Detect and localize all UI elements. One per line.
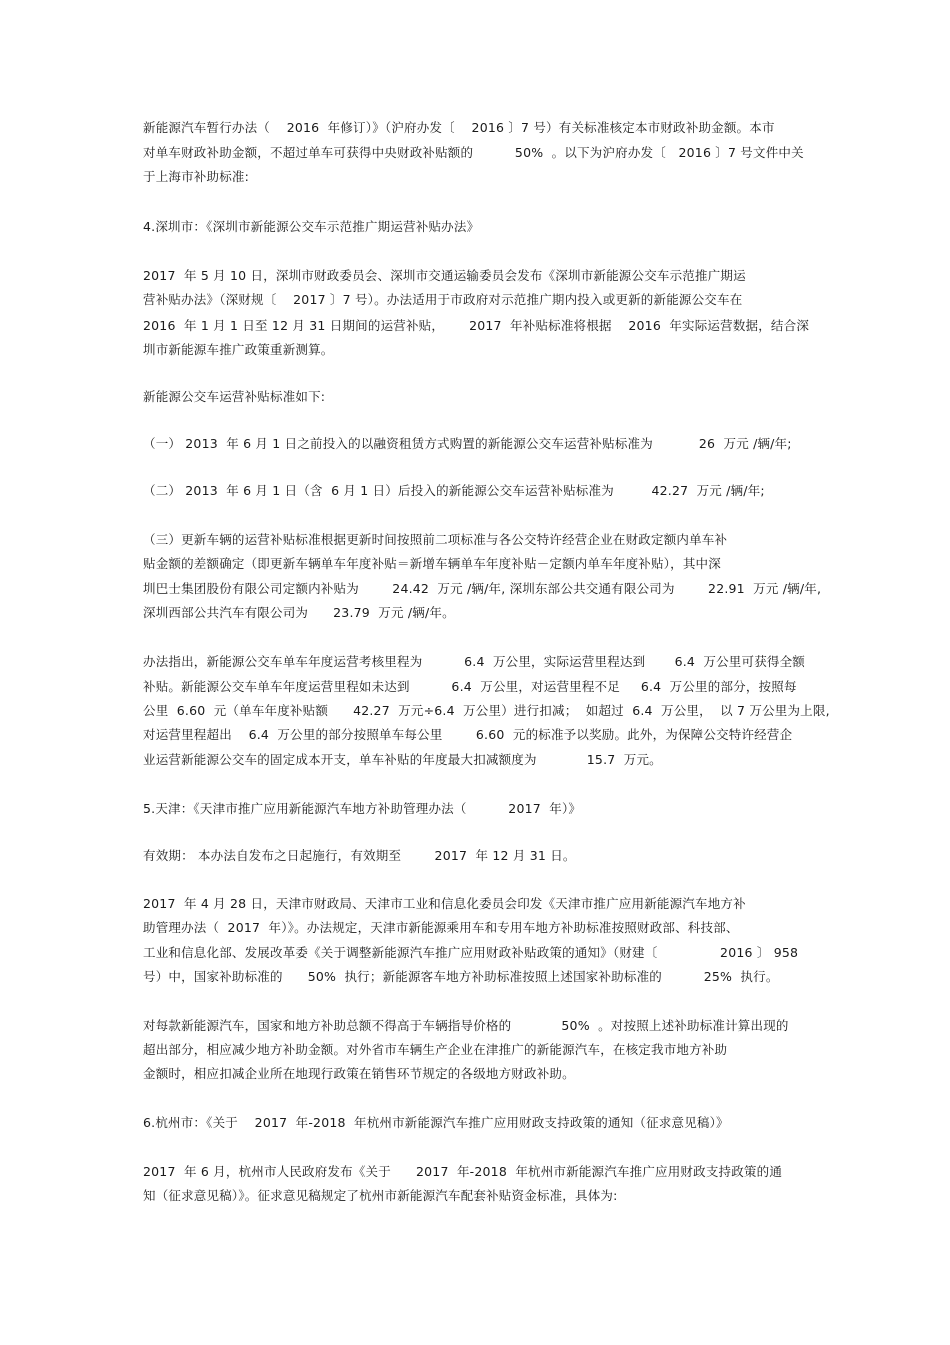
para-text-line: 对运营里程超出 6.4 万公里的部分按照单车每公里 6.60 元的标准予以奖励。此外，为保障公交特许经营企 <box>143 727 793 742</box>
para-text-line: 2017 年 6 月，杭州市人民政府发布《关于 2017 年-2018 年杭州市新能源汽车推广应用财政支持政策的通 <box>143 1164 783 1179</box>
para-text-line: 深圳西部公共汽车有限公司为 23.79 万元 /辆/年。 <box>143 605 455 620</box>
para-text-line: 补贴。新能源公交车单车年度运营里程如未达到 6.4 万公里，对运营里程不足 6.4 万公里的部分，按照每 <box>143 679 797 694</box>
para-text-line: 号）中，国家补助标准的 50% 执行；新能源客车地方补助标准按照上述国家补助标准的 25% 执行。 <box>143 969 779 984</box>
para-text-line: 办法指出，新能源公交车单车年度运营考核里程为 6.4 万公里，实际运营里程达到 6.4 万公里可获得全额 <box>143 654 806 669</box>
para-text-line: 助管理办法（ 2017 年）》。办法规定，天津市新能源乘用车和专用车地方补助标准按照财政部、科技部、 <box>143 920 739 935</box>
para-text-line: 知（征求意见稿）》。征求意见稿规定了杭州市新能源汽车配套补贴资金标准，具体为: <box>143 1188 618 1203</box>
list-item: （二） 2013 年 6 月 1 日（含 6 月 1 日）后投入的新能源公交车运营补贴标准为 42.27 万元 /辆/年; <box>143 483 765 498</box>
para-text-line: 对单车财政补助金额，不超过单车可获得中央财政补贴额的 50% 。以下为沪府办发〔 2016 〕7 号文件中关 <box>143 145 804 160</box>
para-text-line: 有效期： 本办法自发布之日起施行，有效期至 2017 年 12 月 31 日。 <box>143 848 576 863</box>
para-text-line: 于上海市补助标准: <box>143 169 250 184</box>
para-text-line: 业运营新能源公交车的固定成本开支，单车补贴的年度最大扣减额度为 15.7 万元。 <box>143 752 662 767</box>
para-text-line: 2016 年 1 月 1 日至 12 月 31 日期间的运营补贴， 2017 年补贴标准将根据 2016 年实际运营数据，结合深 <box>143 318 810 333</box>
para-text-line: 新能源公交车运营补贴标准如下: <box>143 389 326 404</box>
section-heading: 6.杭州市：《关于 2017 年-2018 年杭州市新能源汽车推广应用财政支持政策的通知（征求意见稿）》 <box>143 1115 729 1130</box>
para-text-line: 圳巴士集团股份有限公司定额内补贴为 24.42 万元 /辆/年, 深圳东部公共交通有限公司为 22.91 万元 /辆/年, <box>143 581 822 596</box>
para-text-line: 圳市新能源车推广政策重新测算。 <box>143 342 334 357</box>
list-item: （三）更新车辆的运营补贴标准根据更新时间按照前二项标准与各公交特许经营企业在财政定额内单车补 <box>143 532 728 547</box>
para-text-line: 公里 6.60 元（单车年度补贴额 42.27 万元÷6.4 万公里）进行扣减； 如超过 6.4 万公里， 以 7 万公里为上限, <box>143 703 830 718</box>
list-item: （一） 2013 年 6 月 1 日之前投入的以融资租赁方式购置的新能源公交车运营补贴标准为 26 万元 /辆/年; <box>143 436 792 451</box>
para-text-line: 新能源汽车暂行办法（ 2016 年修订）》（沪府办发〔 2016 〕7 号）有关标准核定本市财政补助金额。本市 <box>143 120 775 135</box>
para-text-line: 贴金额的差额确定（即更新车辆单车年度补贴＝新增车辆单车年度补贴－定额内单车年度补贴），其中深 <box>143 556 721 571</box>
para-text-line: 2017 年 5 月 10 日，深圳市财政委员会、深圳市交通运输委员会发布《深圳市新能源公交车示范推广期运 <box>143 268 746 283</box>
para-text-line: 2017 年 4 月 28 日，天津市财政局、天津市工业和信息化委员会印发《天津市推广应用新能源汽车地方补 <box>143 896 746 911</box>
para-text-line: 对每款新能源汽车，国家和地方补助总额不得高于车辆指导价格的 50% 。对按照上述补助标准计算出现的 <box>143 1018 789 1033</box>
para-text-line: 金额时，相应扣减企业所在地现行政策在销售环节规定的各级地方财政补助。 <box>143 1066 575 1081</box>
para-text-line: 工业和信息化部、发展改革委《关于调整新能源汽车推广应用财政补贴政策的通知》（财建〔 2016 〕 958 <box>143 945 799 960</box>
para-text-line: 超出部分，相应减少地方补助金额。对外省市车辆生产企业在津推广的新能源汽车，在核定我市地方补助 <box>143 1042 728 1057</box>
section-heading: 4.深圳市：《深圳市新能源公交车示范推广期运营补贴办法》 <box>143 219 480 234</box>
section-heading: 5.天津：《天津市推广应用新能源汽车地方补助管理办法（ 2017 年）》 <box>143 801 582 816</box>
para-text-line: 营补贴办法》（深财规〔 2017 〕7 号）。办法适用于市政府对示范推广期内投入或更新的新能源公交车在 <box>143 292 743 307</box>
